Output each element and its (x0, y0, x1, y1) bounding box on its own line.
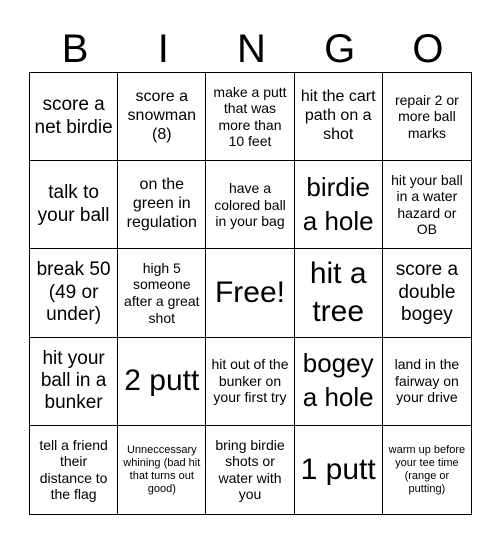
header-letter-b: B (61, 27, 89, 71)
bingo-cell-r2c2[interactable]: on the green in regulation (118, 161, 206, 249)
bingo-cell-r5c3[interactable]: bring birdie shots or water with you (206, 426, 294, 514)
bingo-cell-r4c3[interactable]: hit out of the bunker on your first try (206, 338, 294, 426)
bingo-cell-r4c1[interactable]: hit your ball in a bunker (30, 338, 118, 426)
bingo-cell-r3c4[interactable]: hit a tree (295, 249, 383, 337)
bingo-cell-r2c3[interactable]: have a colored ball in your bag (206, 161, 294, 249)
free-space[interactable]: Free! (206, 249, 294, 337)
header-letter-i: I (157, 27, 169, 71)
bingo-cell-r4c5[interactable]: land in the fairway on your drive (383, 338, 471, 426)
bingo-cell-r5c4[interactable]: 1 putt (295, 426, 383, 514)
header-letter-n: N (237, 27, 266, 71)
bingo-cell-r3c5[interactable]: score a double bogey (383, 249, 471, 337)
bingo-cell-r2c4[interactable]: birdie a hole (295, 161, 383, 249)
bingo-cell-r3c2[interactable]: high 5 someone after a great shot (118, 249, 206, 337)
bingo-cell-r2c1[interactable]: talk to your ball (30, 161, 118, 249)
bingo-cell-r3c1[interactable]: break 50 (49 or under) (30, 249, 118, 337)
header-letter-g: G (324, 27, 356, 71)
bingo-cell-r1c2[interactable]: score a snowman (8) (118, 73, 206, 161)
bingo-cell-r1c1[interactable]: score a net birdie (30, 73, 118, 161)
bingo-cell-r5c2[interactable]: Unneccessary whining (bad hit that turns out good) (118, 426, 206, 514)
bingo-cell-r5c1[interactable]: tell a friend their distance to the flag (30, 426, 118, 514)
bingo-board (29, 72, 472, 515)
bingo-cell-r4c4[interactable]: bogey a hole (295, 338, 383, 426)
bingo-cell-r1c4[interactable]: hit the cart path on a shot (295, 73, 383, 161)
bingo-cell-r1c5[interactable]: repair 2 or more ball marks (383, 73, 471, 161)
header-letter-o: O (412, 27, 444, 71)
bingo-header (31, 28, 472, 70)
bingo-cell-r5c5[interactable]: warm up before your tee time (range or putting) (388, 443, 466, 495)
bingo-cell-r4c2[interactable]: 2 putt (118, 338, 206, 426)
bingo-cell-r2c5[interactable]: hit your ball in a water hazard or OB (383, 161, 471, 249)
bingo-cell-r1c3[interactable]: make a putt that was more than 10 feet (206, 73, 294, 161)
